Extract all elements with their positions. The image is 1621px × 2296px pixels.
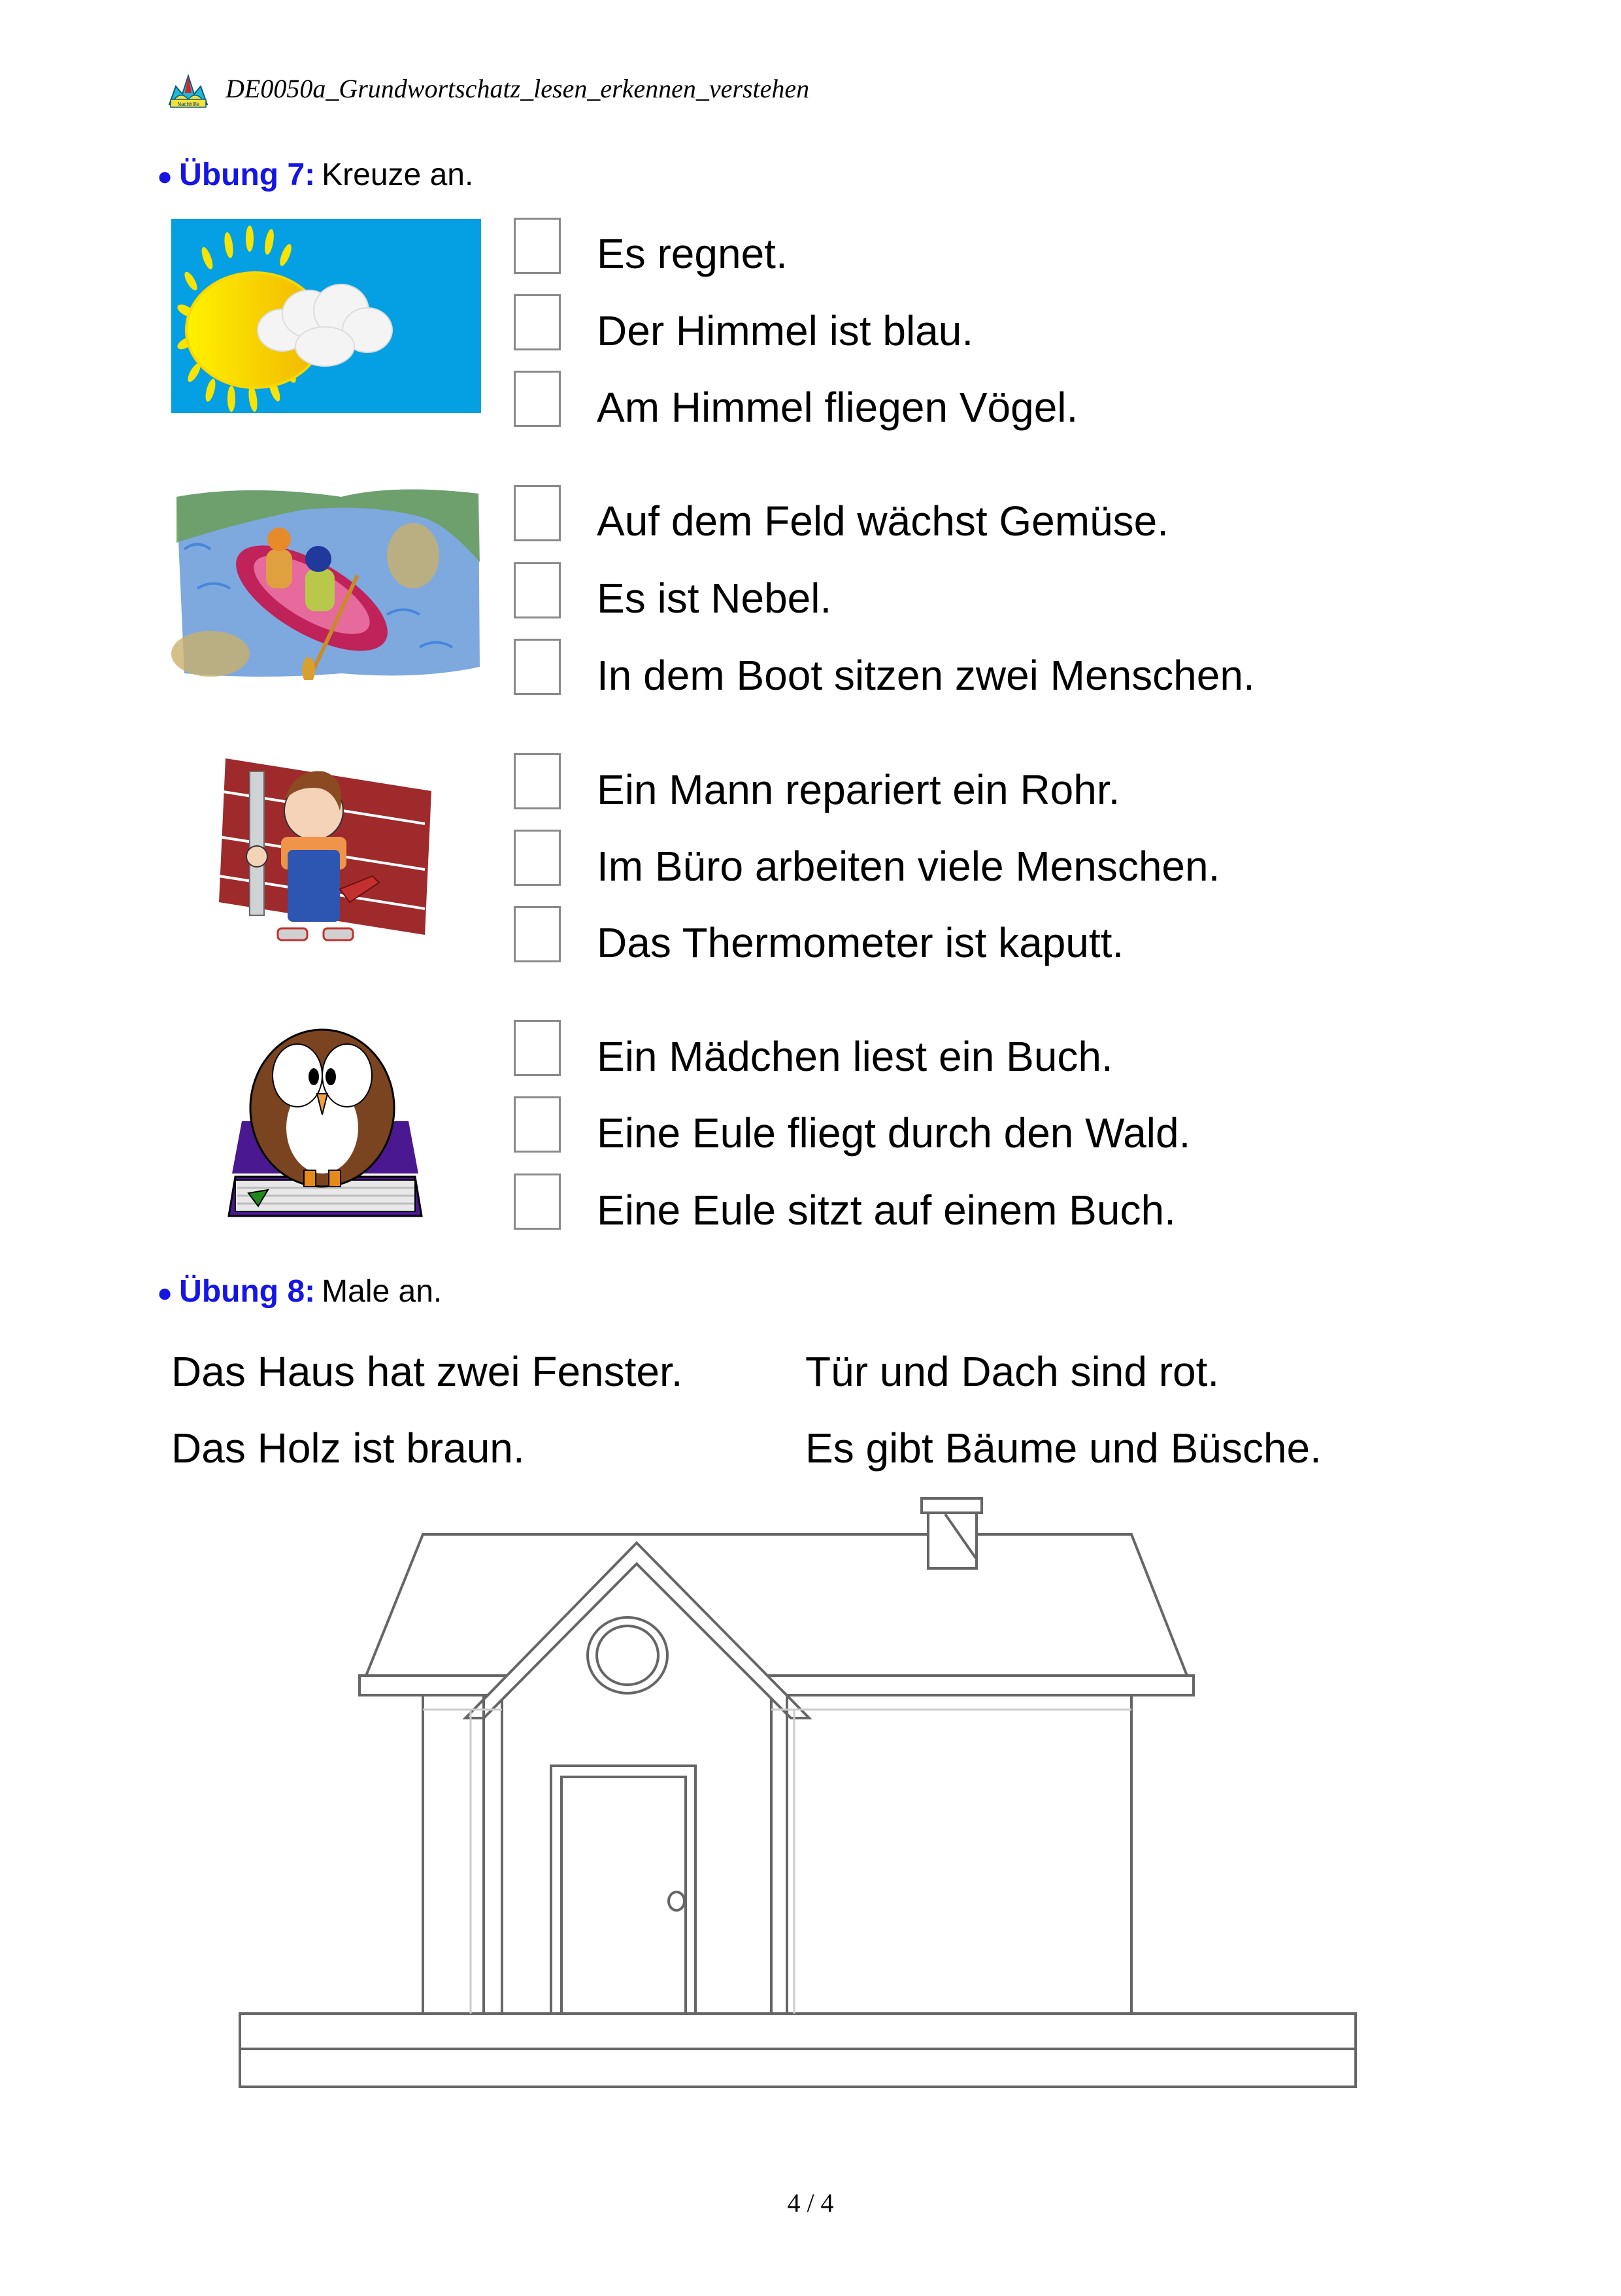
checkbox-eule-buch[interactable] bbox=[514, 1173, 561, 1230]
option-label: Am Himmel fliegen Vögel. bbox=[597, 384, 1078, 431]
option-label: Eine Eule sitzt auf einem Buch. bbox=[597, 1187, 1176, 1234]
bullet-icon: ● bbox=[157, 162, 173, 191]
bullet-icon: ● bbox=[157, 1279, 173, 1308]
coloring-sentence: Das Holz ist braun. bbox=[171, 1425, 525, 1472]
option-label: Auf dem Feld wächst Gemüse. bbox=[597, 498, 1169, 545]
svg-text:Nachhilfe: Nachhilfe bbox=[177, 101, 199, 107]
checkbox-buero-menschen[interactable] bbox=[514, 830, 561, 886]
checkbox-es-regnet[interactable] bbox=[514, 218, 561, 274]
checkbox-himmel-voegel[interactable] bbox=[514, 371, 561, 427]
option-label: Es ist Nebel. bbox=[597, 575, 832, 622]
option-label: Ein Mann repariert ein Rohr. bbox=[597, 766, 1120, 813]
option-label: Es regnet. bbox=[597, 230, 788, 277]
option-label: Im Büro arbeiten viele Menschen. bbox=[597, 843, 1220, 890]
document-title: DE0050a_Grundwortschatz_lesen_erkennen_verstehen bbox=[226, 74, 810, 103]
exercise-instruction: Kreuze an. bbox=[322, 158, 474, 192]
checkbox-maedchen-buch[interactable] bbox=[514, 1020, 561, 1076]
checkbox-nebel[interactable] bbox=[514, 562, 561, 618]
checkbox-himmel-blau[interactable] bbox=[514, 294, 561, 350]
checkbox-boot-menschen[interactable] bbox=[514, 639, 561, 695]
plumber-image bbox=[216, 752, 438, 948]
sun-with-cloud-image bbox=[171, 219, 481, 413]
exercise-number: Übung 8: bbox=[179, 1274, 316, 1309]
exercise-instruction: Male an. bbox=[322, 1274, 443, 1309]
coloring-sentence: Das Haus hat zwei Fenster. bbox=[171, 1348, 683, 1395]
owl-on-book-image bbox=[219, 1017, 435, 1219]
checkbox-mann-rohr[interactable] bbox=[514, 753, 561, 809]
option-label: Das Thermometer ist kaputt. bbox=[597, 919, 1124, 966]
exercise-8-heading bbox=[157, 1274, 442, 1309]
coloring-sentence: Es gibt Bäume und Büsche. bbox=[805, 1425, 1322, 1472]
option-label: In dem Boot sitzen zwei Menschen. bbox=[597, 652, 1255, 699]
page-number: 4 / 4 bbox=[787, 2188, 834, 2218]
checkbox-thermometer[interactable] bbox=[514, 906, 561, 962]
rafting-boat-image bbox=[171, 484, 484, 680]
checkbox-eule-wald[interactable] bbox=[514, 1096, 561, 1153]
checkbox-feld-gemuese[interactable] bbox=[514, 485, 561, 541]
exercise-number: Übung 7: bbox=[179, 158, 316, 192]
option-label: Eine Eule fliegt durch den Wald. bbox=[597, 1109, 1191, 1156]
option-label: Der Himmel ist blau. bbox=[597, 307, 974, 354]
option-label: Ein Mädchen liest ein Buch. bbox=[597, 1033, 1113, 1080]
exercise-7-heading bbox=[157, 157, 473, 193]
coloring-sentence: Tür und Dach sind rot. bbox=[805, 1348, 1220, 1395]
nachhilfe-logo bbox=[167, 73, 210, 109]
